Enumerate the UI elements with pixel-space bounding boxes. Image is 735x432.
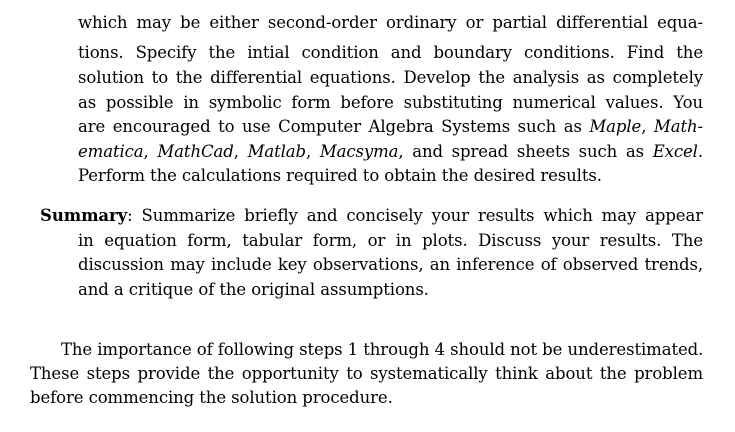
summary-line-3: discussion may include key observations, an inference of observed trends, — [78, 255, 703, 274]
paragraph2-line-3: before commencing the solution procedure. — [30, 388, 393, 407]
paragraph1-line-4: as possible in symbolic form before substituting numerical values. You — [78, 93, 703, 112]
software-name-mathcad: MathCad — [157, 142, 234, 161]
software-name-maple: Maple — [589, 117, 642, 136]
summary-line-2: in equation form, tabular form, or in plots. Discuss your results. The — [78, 231, 703, 250]
paragraph2-line-2: These steps provide the opportunity to systematically think about the problem — [30, 364, 703, 383]
paragraph1-line-5: are encouraged to use Computer Algebra Systems such as Maple, Math- — [78, 117, 703, 136]
paragraph1-line-7: Perform the calculations required to obtain the desired results. — [78, 166, 602, 185]
paragraph1-line-1: which may be either second-order ordinary or partial differential equa- — [78, 13, 703, 32]
software-name-macsyma: Macsyma — [319, 142, 399, 161]
paragraph2-line-1: The importance of following steps 1 through 4 should not be underestimated. — [61, 340, 704, 359]
software-name-matlab: Matlab — [247, 142, 307, 161]
summary-line-4: and a critique of the original assumptions. — [78, 280, 429, 299]
paragraph1-line-3: solution to the differential equations. Develop the analysis as completely — [78, 68, 703, 87]
paragraph1-line-6: ematica, MathCad, Matlab, Macsyma, and spread sheets such as Excel. — [78, 142, 703, 161]
summary-heading: Summary — [40, 206, 128, 225]
software-name-mathematica-part1: Math- — [653, 117, 703, 136]
summary-line-1: Summary: Summarize briefly and concisely your results which may appear — [40, 206, 703, 225]
software-name-excel: Excel — [652, 142, 698, 161]
software-name-mathematica-part2: ematica — [78, 142, 144, 161]
paragraph1-line-2: tions. Specify the intial condition and boundary conditions. Find the — [78, 43, 703, 62]
